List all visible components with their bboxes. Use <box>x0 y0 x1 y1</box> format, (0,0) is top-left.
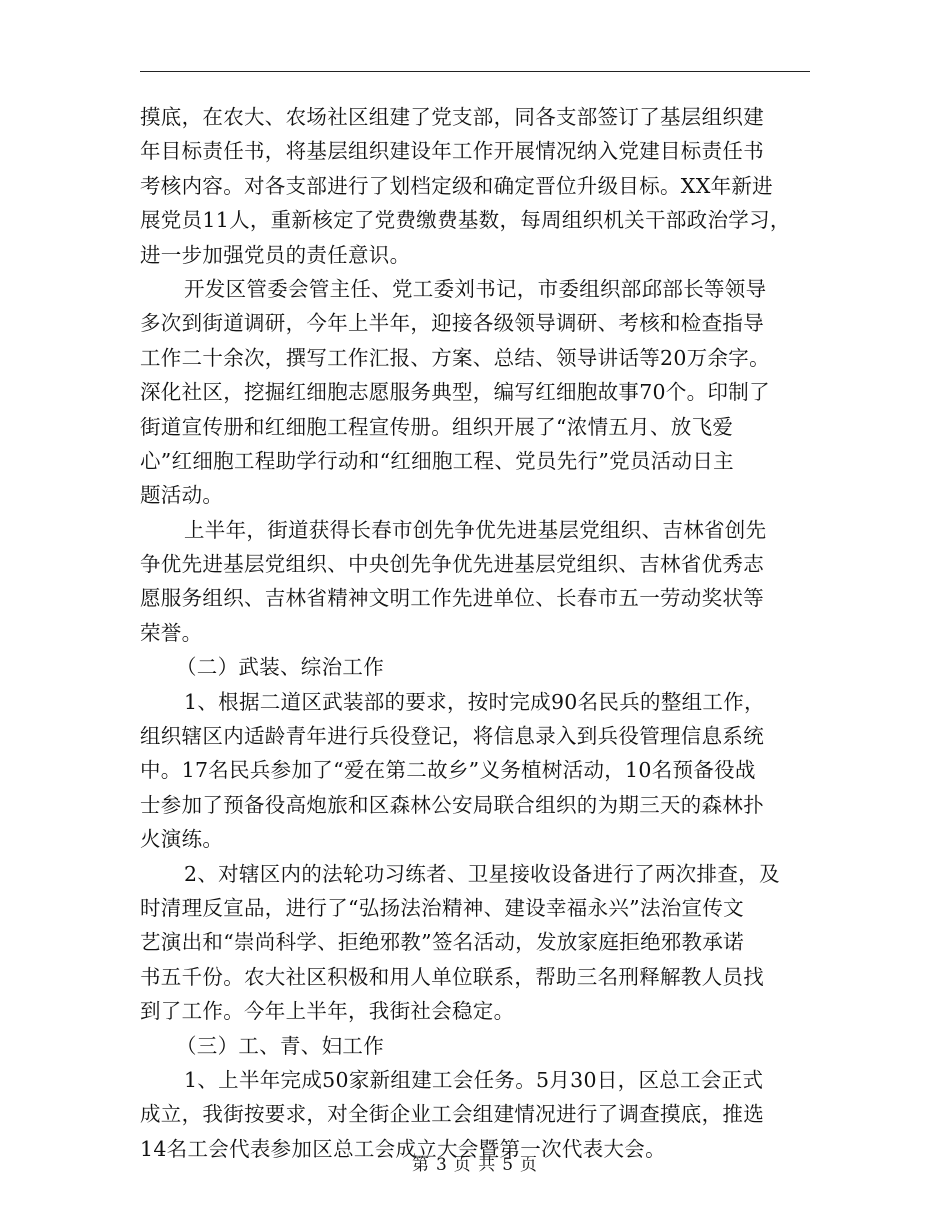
text-line: 多次到街道调研，今年上半年，迎接各级领导调研、考核和检查指导 <box>140 311 764 336</box>
section-heading: （二）武装、综治工作 <box>176 655 384 680</box>
text-line: 题活动。 <box>140 483 224 508</box>
text-line: 书五千份。农大社区积极和用人单位联系，帮助三名刑释解教人员找 <box>140 964 764 989</box>
text-line: 2、对辖区内的法轮功习练者、卫星接收设备进行了两次排查，及 <box>184 861 780 886</box>
text-line: 工作二十余次，撰写工作汇报、方案、总结、领导讲话等20万余字。 <box>140 345 770 370</box>
footer-prefix: 第 <box>411 1155 430 1175</box>
text-line: 14名工会代表参加区总工会成立大会暨第一次代表大会。 <box>140 1136 666 1161</box>
document-body <box>140 100 812 1166</box>
text-line: 士参加了预备役高炮旅和区森林公安局联合组织的为期三天的森林扑 <box>140 792 764 817</box>
text-line: 深化社区，挖掘红细胞志愿服务典型，编写红细胞故事70个。印制了 <box>140 380 770 405</box>
text-line: 街道宣传册和红细胞工程宣传册。组织开展了“浓情五月、放飞爱 <box>140 414 734 439</box>
section-heading: （三）工、青、妇工作 <box>176 1033 384 1058</box>
text-line: 1、上半年完成50家新组建工会任务。5月30日，区总工会正式 <box>184 1067 764 1092</box>
text-line: 1、根据二道区武装部的要求，按时完成90名民兵的整组工作， <box>184 689 765 714</box>
text-line: 年目标责任书，将基层组织建设年工作开展情况纳入党建目标责任书 <box>140 139 764 164</box>
text-line: 考核内容。对各支部进行了划档定级和确定晋位升级目标。XX年新进 <box>140 173 773 198</box>
footer-middle: 页 共 <box>453 1155 497 1175</box>
text-line: 组织辖区内适龄青年进行兵役登记，将信息录入到兵役管理信息系统 <box>140 724 764 749</box>
text-line: 成立，我街按要求，对全街企业工会组建情况进行了调查摸底，推选 <box>140 1102 764 1127</box>
text-line: 上半年，街道获得长春市创先争优先进基层党组织、吉林省创先 <box>184 517 767 542</box>
text-line: 争优先进基层党组织、中央创先争优先进基层党组织、吉林省优秀志 <box>140 552 764 577</box>
page-footer <box>0 1150 950 1175</box>
text-line: 心”红细胞工程助学行动和“红细胞工程、党员先行”党员活动日主 <box>140 448 734 473</box>
text-line: 展党员11人，重新核定了党费缴费基数，每周组织机关干部政治学习， <box>140 208 791 233</box>
text-line: 中。17名民兵参加了“爱在第二故乡”义务植树活动，10名预备役战 <box>140 758 756 783</box>
footer-total-pages: 5 <box>502 1155 515 1175</box>
text-line: 愿服务组织、吉林省精神文明工作先进单位、长春市五一劳动奖状等 <box>140 586 764 611</box>
text-line: 到了工作。今年上半年，我街社会稳定。 <box>140 999 515 1024</box>
footer-suffix: 页 <box>520 1155 539 1175</box>
text-line: 进一步加强党员的责任意识。 <box>140 242 411 267</box>
text-line: 摸底，在农大、农场社区组建了党支部，同各支部签订了基层组织建 <box>140 105 764 129</box>
header-rule <box>140 71 810 72</box>
text-line: 火演练。 <box>140 827 224 852</box>
text-line: 荣誉。 <box>140 620 203 645</box>
text-line: 艺演出和“崇尚科学、拒绝邪教”签名活动，发放家庭拒绝邪教承诺 <box>140 930 744 955</box>
text-line: 开发区管委会管主任、党工委刘书记，市委组织部邱部长等领导 <box>184 276 767 301</box>
footer-current-page: 3 <box>435 1155 448 1175</box>
text-line: 时清理反宣品，进行了“弘扬法治精神、建设幸福永兴”法治宣传文 <box>140 895 744 920</box>
